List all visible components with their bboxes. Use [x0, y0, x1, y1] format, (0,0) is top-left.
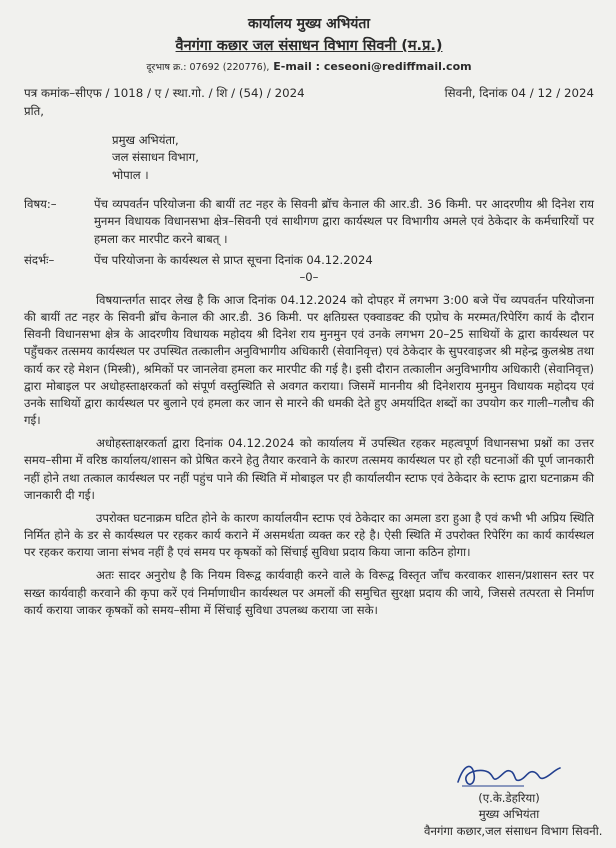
subject-text: पेंच व्यपवर्तन परियोजना की बायीं तट नहर के सिवनी ब्रॉच केनाल की आर.डी. 36 किमी. पर आदरणीय श्री दिनेश राय मुनमन विधायक विधानसभा क्षेत्र–सिवनी एवं साथीगण द्वारा कार्यस्थल पर विभागीय अमले एवं ठेकेदार के कर्मचारियों पर हमला कर मारपीट करने बाबत् । [94, 197, 594, 246]
recipient-line-3: भोपाल । [112, 167, 149, 182]
email-address: E-mail : ceseoni@rediffmail.com [273, 60, 472, 74]
body-paragraph-3: उपरोक्त घटनाक्रम घटित होने के कारण कार्यालयीन स्टाफ एवं ठेकेदार का अमला डरा हुआ है एवं कभी भी अप्रिय स्थिति निर्मित होने के डर से कार्यस्थल पर रहकर कार्य कराने में असमर्थता व्यक्त कर रहे है। ऐसी स्थिति में उपरोक्त रिपेरिंग का कार्य कार्यस्थल पर रहकर कराया जाना संभव नहीं है एवं समय पर कृषकों को सिंचाई सुविधा प्रदाय किया जाना कठिन होगा। [24, 510, 594, 560]
reference-block [24, 252, 594, 269]
recipient-line-2: जल संसाधन विभाग, [112, 150, 199, 165]
department-title: वैनगंगा कछार जल संसाधन विभाग सिवनी (म.प्र.) [175, 37, 443, 54]
phone-label: दूरभाष क्र.: 07692 (220776), [146, 62, 270, 74]
subject-label: विषय:– [24, 197, 57, 212]
signatory-designation: मुख्य अभियंता [478, 807, 540, 822]
reference-line [24, 85, 594, 102]
reference-text: पेंच परियोजना के कार्यस्थल से प्राप्त सूचना दिनांक 04.12.2024 [94, 252, 373, 267]
letter-number: पत्र कमांक–सीएफ / 1018 / ए / स्था.गो. / शि / (54) / 2024 [24, 86, 305, 101]
recipient-line-1: प्रमुख अभियंता, [112, 133, 179, 148]
letterhead [24, 14, 594, 75]
prati-label: प्रति, [24, 103, 44, 118]
contact-line [24, 59, 594, 75]
handwritten-signature [424, 758, 594, 790]
body-paragraph-1: विषयान्तर्गत सादर लेख है कि आज दिनांक 04.12.2024 को दोपहर में लगभग 3:00 बजे पेंच व्यपवर्तन परियोजना की बायीं तट नहर के सिवनी ब्रॉच केनाल की आर.डी. 36 किमी. पर क्षतिग्रस्त एक्वाडक्ट की एप्रोच के मरम्मत/रिपेरिंग कार्य के दौरान सिवनी विधानसभा क्षेत्र के आदरणीय विधायक महोदय श्री दिनेश राय मुनमुन एवं उनके लगभग 20–25 साथियों के द्वारा कार्यस्थल पर पहुँचकर तत्समय कार्यस्थल पर उपस्थित तत्कालीन अनुविभागीय अधिकारी (सेवानिवृत्त) एवं ठेकेदार के सुपरवाइजर श्री महेन्द्र कुलश्रेष्ठ तथा कार्य कर रहे मेशन (मिस्त्री), श्रमिकों पर जानलेवा हमला कर मारपीट की गई है। इसी दौरान तत्कालीन अनुविभागीय अधिकारी (सेवानिवृत्त) द्वारा मोबाइल पर अधोहस्ताक्षरकर्ता को संपूर्ण वस्तुस्थिति से अवगत कराया। जिसमें माननीय श्री दिनेशराय मुनमुन विधायक महोदय एवं उनके साथियों द्वारा कार्यस्थल पर बुलाने एवं हमला कर जान से मारने की धमकी देते हुए अमर्यादित शब्दों का उपयोग कर गाली–गलौच की गई। [24, 293, 594, 428]
subject-block [24, 196, 594, 247]
reference-label: संदर्भः– [24, 252, 55, 267]
separator: –0– [299, 269, 319, 284]
office-title: कार्यालय मुख्य अभियंता [247, 16, 371, 32]
body-paragraph-2: अधोहस्ताक्षरकर्ता द्वारा दिनांक 04.12.2024 को कार्यालय में उपस्थित रहकर महत्वपूर्ण विधानसभा प्रश्नों का उत्तर समय–सीमा में वरिष्ठ कार्यालय/शासन को प्रेषित करने हेतु तैयार करवाने के कारण तत्समय कार्यस्थल पर हो रही घटनाओं की पूर्ण जानकारी नहीं होने तथा तत्काल कार्यस्थल पर नहीं पहुंच पाने की स्थिति में मोबाइल पर ही कार्यालयीन स्टाफ एवं ठेकेदार के स्टाफ द्वारा घटनाक्रम की जानकारी दी गई। [24, 436, 594, 502]
signature-block [424, 758, 603, 840]
signatory-name: (ए.के.डेहरिया) [478, 790, 540, 805]
body-paragraph-4: अतः सादर अनुरोध है कि नियम विरूद्व कार्यवाही करने वाले के विरूद्व विस्तृत जाँच करवाकर शासन/प्रशासन स्तर पर सख्त कार्यवाही करवाने की कृपा करें एवं निर्माणाधीन कार्यस्थल पर अमलों की समुचित सुरक्षा प्रदाय की जाये, जिससे तत्परता से निर्माण कार्य कराया जाकर कृषकों को समय–सीमा में सिंचाई सुविधा उपलब्ध कराया जा सके। [24, 568, 594, 617]
signatory-office: वैनगंगा कछार,जल संसाधन विभाग सिवनी. [424, 824, 603, 839]
recipient-block [112, 132, 594, 184]
place-date: सिवनी, दिनांक 04 / 12 / 2024 [444, 86, 594, 101]
